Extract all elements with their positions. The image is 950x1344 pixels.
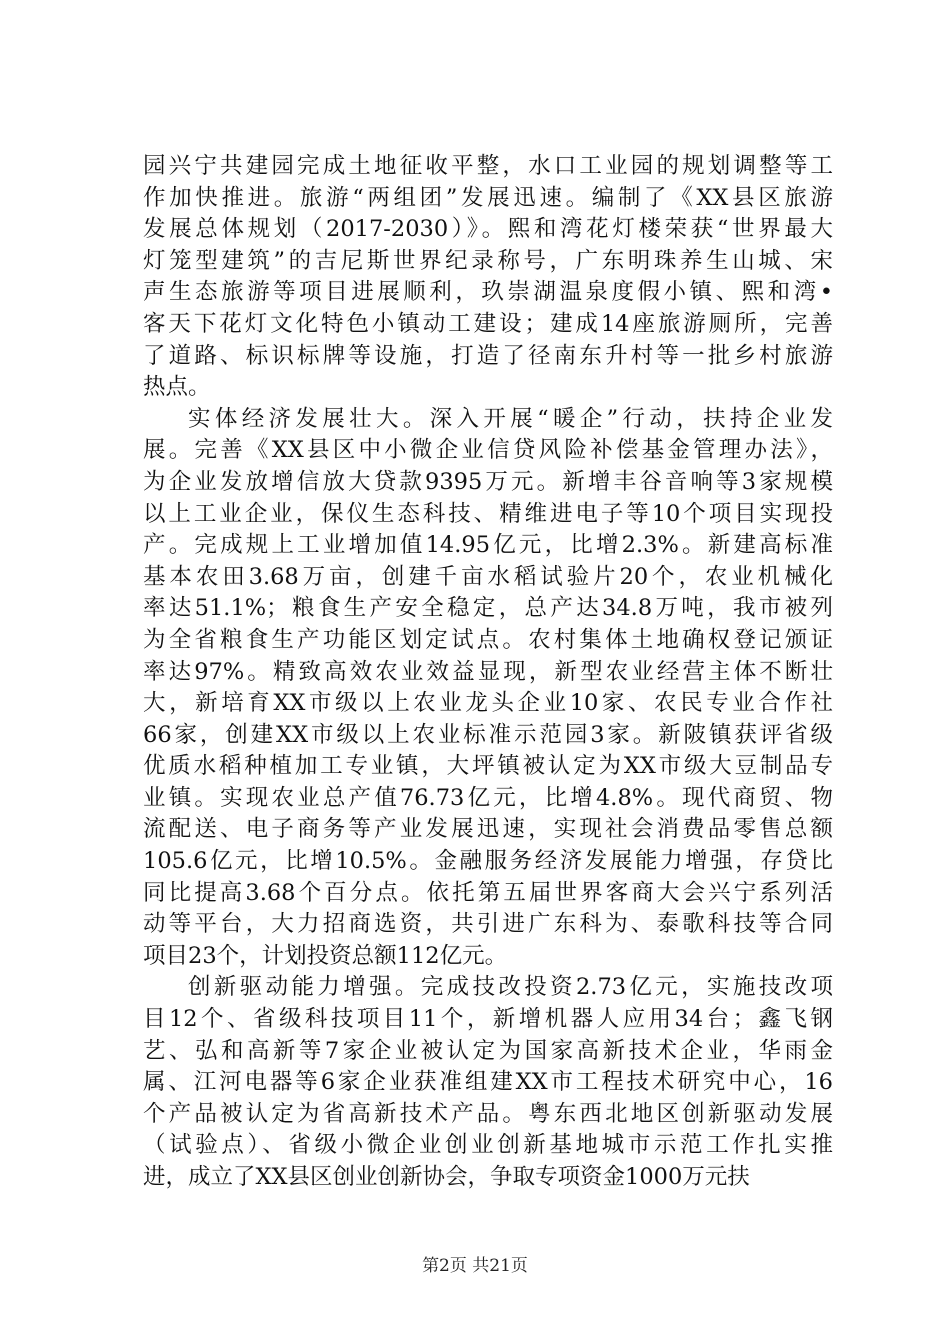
text-line: 灯笼型建筑”的吉尼斯世界纪录称号，广东明珠养生山城、宋	[143, 247, 833, 274]
text-line: 声生态旅游等项目进展顺利，玖崇湖温泉度假小镇、熙和湾•	[143, 279, 833, 306]
page-footer: 第2页 共21页	[422, 1256, 528, 1276]
paragraph	[143, 151, 833, 404]
text-line: 率达97%。精致高效农业效益显现，新型农业经营主体不断壮	[143, 658, 833, 685]
text-line: 个产品被认定为省高新技术产品。粤东西北地区创新驱动发展	[143, 1100, 833, 1127]
text-line: 实体经济发展壮大。深入开展“暖企”行动，扶持企业发	[188, 405, 833, 432]
text-line: 艺、弘和高新等7家企业被认定为国家高新技术企业，华雨金	[143, 1037, 833, 1064]
text-line: （试验点）、省级小微企业创业创新基地城市示范工作扎实推	[143, 1132, 833, 1159]
text-line: 客天下花灯文化特色小镇动工建设；建成14座旅游厕所，完善	[143, 310, 833, 337]
text-line: 动等平台，大力招商选资，共引进广东科为、泰歌科技等合同	[143, 911, 833, 938]
text-line: 进，成立了XX县区创业创新协会，争取专项资金1000万元扶	[143, 1164, 750, 1190]
text-line: 为全省粮食生产功能区划定试点。农村集体土地确权登记颁证	[143, 626, 833, 653]
text-line: 大，新培育XX市级以上农业龙头企业10家、农民专业合作社	[143, 690, 833, 717]
text-line: 创新驱动能力增强。完成技改投资2.73亿元，实施技改项	[188, 974, 833, 1001]
text-line: 作加快推进。旅游“两组团”发展迅速。编制了《XX县区旅游	[143, 184, 833, 211]
text-line: 展。完善《XX县区中小微企业信贷风险补偿基金管理办法》，	[143, 437, 833, 464]
text-line: 了道路、标识标牌等设施，打造了径南东升村等一批乡村旅游	[143, 342, 833, 369]
text-line: 产。完成规上工业增加值14.95亿元，比增2.3%。新建高标准	[143, 532, 833, 559]
text-line: 率达51.1%；粮食生产安全稳定，总产达34.8万吨，我市被列	[143, 595, 833, 622]
text-line: 同比提高3.68个百分点。依托第五届世界客商大会兴宁系列活	[143, 879, 833, 906]
text-line: 属、江河电器等6家企业获准组建XX市工程技术研究中心，16	[143, 1069, 833, 1096]
text-line: 热点。	[143, 374, 211, 401]
text-line: 项目23个，计划投资总额112亿元。	[143, 942, 508, 969]
text-line: 园兴宁共建园完成土地征收平整，水口工业园的规划调整等工	[143, 153, 833, 179]
text-line: 66家，创建XX市级以上农业标准示范园3家。新陂镇获评省级	[143, 721, 833, 748]
text-line: 为企业发放增信放大贷款9395万元。新增丰谷音响等3家规模	[143, 468, 833, 495]
document-body	[143, 151, 833, 1194]
paragraph	[143, 972, 833, 1193]
text-line: 以上工业企业，保仪生态科技、精维进电子等10个项目实现投	[143, 500, 833, 527]
text-line: 基本农田3.68万亩，创建千亩水稻试验片20个，农业机械化	[143, 563, 833, 590]
text-line: 发展总体规划（2017-2030）》。熙和湾花灯楼荣获“世界最大	[143, 216, 833, 243]
text-line: 目12个、省级科技项目11个，新增机器人应用34台；鑫飞钢	[143, 1006, 833, 1033]
text-line: 业镇。实现农业总产值76.73亿元，比增4.8%。现代商贸、物	[143, 784, 833, 811]
text-line: 优质水稻种植加工专业镇，大坪镇被认定为XX市级大豆制品专	[143, 753, 833, 780]
text-line: 流配送、电子商务等产业发展迅速，实现社会消费品零售总额	[143, 816, 833, 843]
text-line: 105.6亿元，比增10.5%。金融服务经济发展能力增强，存贷比	[143, 848, 833, 875]
paragraph	[143, 404, 833, 973]
